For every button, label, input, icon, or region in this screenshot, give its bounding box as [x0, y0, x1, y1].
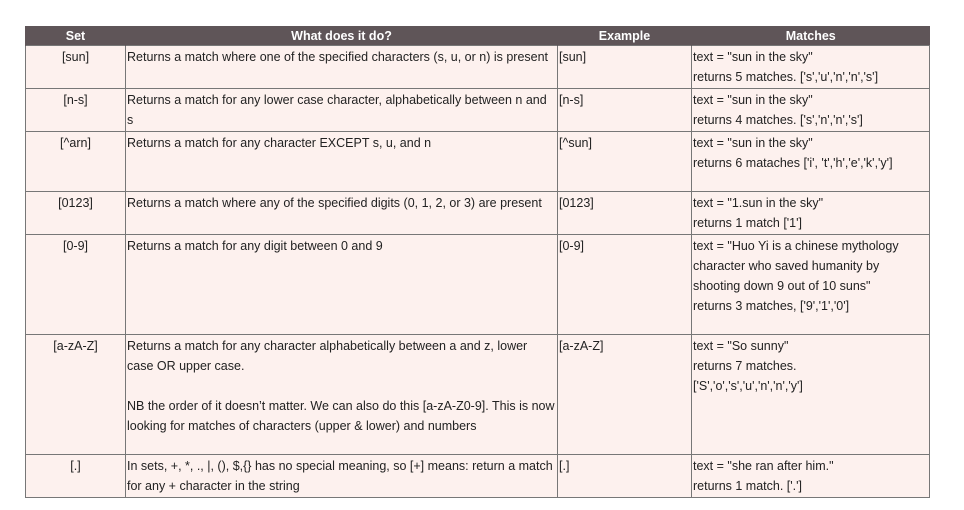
table-row — [26, 46, 930, 89]
matches-cell: text = "sun in the sky" returns 4 matches. ['s','n','n','s'] — [692, 89, 930, 132]
matches-cell: text = "sun in the sky" returns 6 mataches ['i', 't','h','e','k','y'] — [692, 132, 930, 192]
description-cell: Returns a match where any of the specified digits (0, 1, 2, or 3) are present — [126, 192, 558, 235]
table-row — [26, 235, 930, 335]
description-cell: In sets, +, *, ., |, (), $,{} has no special meaning, so [+] means: return a match for any + character in the string — [126, 455, 558, 498]
example-cell: [0-9] — [558, 235, 692, 335]
header-set: Set — [26, 26, 126, 46]
set-cell: [.] — [26, 455, 126, 498]
regex-sets-table — [25, 26, 930, 498]
set-cell: [0-9] — [26, 235, 126, 335]
header-description: What does it do? — [126, 26, 558, 46]
example-cell: [0123] — [558, 192, 692, 235]
set-cell: [n-s] — [26, 89, 126, 132]
table-row — [26, 192, 930, 235]
example-cell: [n-s] — [558, 89, 692, 132]
set-cell: [0123] — [26, 192, 126, 235]
header-row — [26, 26, 930, 46]
matches-cell: text = "sun in the sky" returns 5 matches. ['s','u','n','n','s'] — [692, 46, 930, 89]
matches-cell: text = "1.sun in the sky" returns 1 match ['1'] — [692, 192, 930, 235]
description-cell: Returns a match for any lower case character, alphabetically between n and s — [126, 89, 558, 132]
table-row — [26, 89, 930, 132]
example-cell: [sun] — [558, 46, 692, 89]
description-cell: Returns a match for any character alphabetically between a and z, lower case OR upper case. NB the order of it doesn’t matter. We can also do this [a-zA-Z0-9]. This is now looking for matches of characters (upper & lower) and numbers — [126, 335, 558, 455]
header-matches: Matches — [692, 26, 930, 46]
description-cell: Returns a match for any character EXCEPT s, u, and n — [126, 132, 558, 192]
table-row — [26, 455, 930, 498]
set-cell: [a-zA-Z] — [26, 335, 126, 455]
table-row — [26, 335, 930, 455]
description-cell: Returns a match where one of the specified characters (s, u, or n) is present — [126, 46, 558, 89]
header-example: Example — [558, 26, 692, 46]
matches-cell: text = "So sunny" returns 7 matches. ['S','o','s','u','n','n','y'] — [692, 335, 930, 455]
description-cell: Returns a match for any digit between 0 and 9 — [126, 235, 558, 335]
set-cell: [^arn] — [26, 132, 126, 192]
example-cell: [^sun] — [558, 132, 692, 192]
matches-cell: text = "she ran after him." returns 1 match. ['.'] — [692, 455, 930, 498]
matches-cell: text = "Huo Yi is a chinese mythology character who saved humanity by shooting down 9 out of 10 suns" returns 3 matches, ['9','1','0'] — [692, 235, 930, 335]
example-cell: [.] — [558, 455, 692, 498]
table-row — [26, 132, 930, 192]
example-cell: [a-zA-Z] — [558, 335, 692, 455]
set-cell: [sun] — [26, 46, 126, 89]
